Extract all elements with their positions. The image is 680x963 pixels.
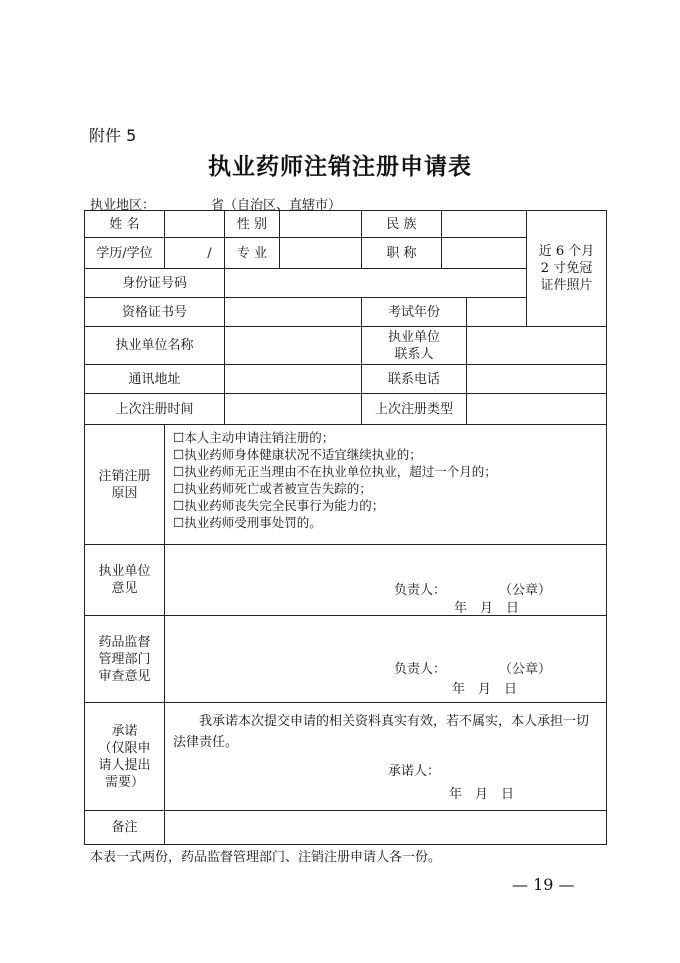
photo-line: 近 6 个月 (538, 244, 595, 259)
education-separator: / (207, 245, 212, 261)
reason-checkbox-item[interactable]: ☐执业药师受刑事处罚的。 (173, 515, 322, 530)
regulator-opinion-label-line: 药品监督 (98, 634, 151, 650)
id-number-label: 身份证号码 (85, 269, 225, 298)
address-field[interactable] (225, 365, 362, 394)
promisor-label: 承诺人： (388, 764, 441, 779)
cancel-reasons (165, 425, 607, 545)
photo-box (527, 211, 607, 327)
id-number-field[interactable] (225, 269, 527, 298)
remarks-field[interactable] (165, 811, 607, 845)
last-reg-time-field[interactable] (225, 394, 362, 425)
promise-field[interactable] (165, 703, 607, 811)
gender-field[interactable] (280, 211, 362, 238)
responsible-label: 负责人： (394, 662, 447, 677)
unit-opinion-label (85, 545, 165, 616)
promise-text: 我承诺本次提交申请的相关资料真实有效，若不属实，本人承担一切法律责任。 (173, 714, 590, 750)
attachment-label: 附件 5 (89, 126, 137, 145)
unit-contact-field[interactable] (467, 327, 607, 365)
unit-name-label: 执业单位名称 (85, 327, 225, 365)
unit-opinion-label-line: 意见 (111, 581, 138, 596)
promise-label-line: 需要） (104, 774, 144, 790)
seal-label: （公章） (499, 662, 552, 677)
reason-checkbox-item[interactable]: ☐执业药师无正当理由不在执业单位执业，超过一个月的； (173, 464, 497, 479)
unit-contact-line: 执业单位 (387, 329, 440, 345)
photo-line: 证件照片 (540, 278, 593, 293)
page-number: — 19 — (512, 875, 575, 894)
title-field[interactable] (442, 238, 527, 269)
promise-label-line: 请人提出 (98, 757, 151, 773)
cancel-reason-label-line: 注销注册 (98, 468, 151, 484)
address-label: 通讯地址 (85, 365, 225, 394)
unit-contact-label (362, 327, 467, 365)
date-label: 年 月 日 (449, 787, 515, 802)
education-field[interactable] (165, 238, 225, 269)
promise-label (85, 703, 165, 811)
exam-year-field[interactable] (467, 298, 527, 327)
reason-checkbox-item[interactable]: ☐本人主动申请注销注册的； (173, 430, 335, 445)
remarks-label: 备注 (85, 811, 165, 845)
unit-opinion-label-line: 执业单位 (98, 564, 151, 579)
region-suffix: 省（自治区、直辖市） (211, 198, 342, 213)
major-field[interactable] (280, 238, 362, 269)
regulator-opinion-label (85, 616, 165, 703)
application-form (84, 210, 607, 845)
unit-opinion-field[interactable] (165, 545, 607, 616)
cert-number-field[interactable] (225, 298, 362, 327)
last-reg-type-label: 上次注册类型 (362, 394, 467, 425)
promise-label-line: （仅限申 (98, 740, 151, 756)
name-label: 姓 名 (85, 211, 165, 238)
regulator-opinion-label-line: 管理部门 (98, 651, 151, 667)
reason-checkbox-item[interactable]: ☐执业药师丧失完全民事行为能力的； (173, 498, 385, 513)
regulator-opinion-field[interactable] (165, 616, 607, 703)
page-title: 执业药师注销注册申请表 (208, 153, 472, 180)
cancel-reason-label-line: 原因 (111, 485, 138, 501)
reason-checkbox-item[interactable]: ☐执业药师身体健康状况不适宜继续执业的； (173, 447, 422, 462)
ethnicity-field[interactable] (442, 211, 527, 238)
last-reg-time-label: 上次注册时间 (85, 394, 225, 425)
education-label: 学历/学位 (85, 238, 165, 269)
region-label: 执业地区： (90, 198, 156, 213)
phone-label: 联系电话 (362, 365, 467, 394)
major-label: 专 业 (225, 238, 280, 269)
cancel-reason-label (85, 425, 165, 545)
unit-contact-line: 联系人 (394, 346, 434, 362)
exam-year-label: 考试年份 (362, 298, 467, 327)
photo-line: 2 寸免冠 (540, 261, 593, 276)
reason-checkbox-item[interactable]: ☐执业药师死亡或者被宣告失踪的； (173, 481, 372, 496)
date-label: 年 月 日 (454, 601, 520, 616)
date-label: 年 月 日 (452, 682, 518, 697)
footnote: 本表一式两份，药品监督管理部门、注销注册申请人各一份。 (90, 850, 442, 865)
cert-number-label: 资格证书号 (85, 298, 225, 327)
unit-name-field[interactable] (225, 327, 362, 365)
ethnicity-label: 民 族 (362, 211, 442, 238)
name-field[interactable] (165, 211, 225, 238)
last-reg-type-field[interactable] (467, 394, 607, 425)
phone-field[interactable] (467, 365, 607, 394)
responsible-label: 负责人： (394, 583, 447, 598)
promise-label-line: 承诺 (111, 723, 138, 739)
title-label: 职 称 (362, 238, 442, 269)
gender-label: 性 别 (225, 211, 280, 238)
seal-label: （公章） (499, 583, 552, 598)
regulator-opinion-label-line: 审查意见 (98, 668, 151, 684)
